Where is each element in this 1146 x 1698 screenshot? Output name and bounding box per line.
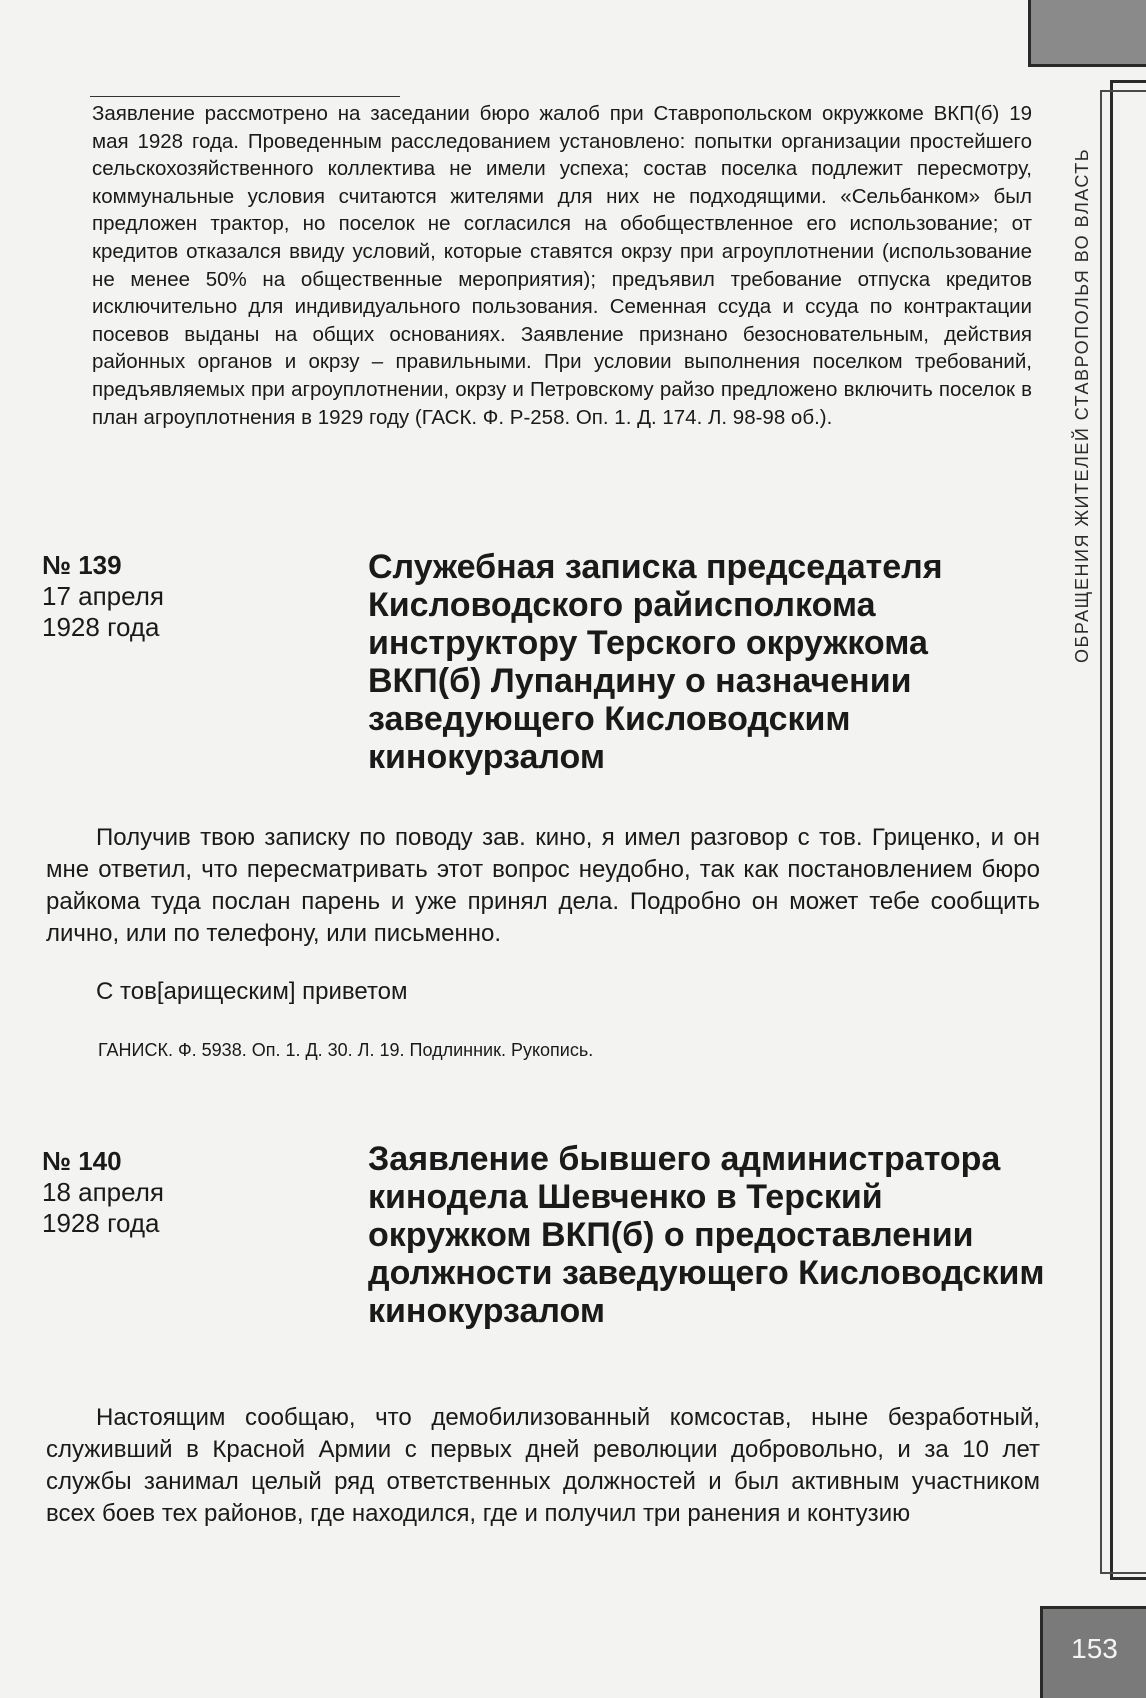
doc-139-body: Получив твою записку по поводу зав. кино, я имел разговор с тов. Гриценко, и он мне ответил, что пересматривать этот вопрос неудобно, так как постановлением бюро райкома туда послан парень и уже принял дела. Подробно он может тебе сообщить лично, или по телефону, или письменно. (46, 824, 1040, 947)
corner-tab-decoration (1028, 0, 1146, 67)
doc-date-line1: 18 апреля (42, 1177, 164, 1207)
doc-140-body: Настоящим сообщаю, что демобилизованный комсостав, ныне безработный, служивший в Красной Армии с первых дней революции добровольно, и за 10 лет службы занимал целый ряд ответственных должностей и был активным участником всех боев тех районов, где находился, где и получил три ранения и контузию (46, 1404, 1040, 1527)
doc-number: № 140 (42, 1146, 122, 1176)
doc-139-salutation: С тов[арищеским] приветом (96, 978, 408, 1005)
doc-139-title: Служебная записка председателя Кисловодского райисполкома инструктору Терского окружкома ВКП(б) Лупандину о назначении заведующего Кисловодским кинокурзалом (368, 548, 943, 776)
doc-date-line2: 1928 года (42, 612, 160, 642)
doc-140-meta (42, 1146, 302, 1239)
doc-139-meta (42, 550, 302, 643)
doc-140-title: Заявление бывшего администратора кинодела Шевченко в Терский окружком ВКП(б) о предоставлении должности заведующего Кисловодским кинокурзалом (368, 1140, 1045, 1330)
side-frame-inner (1100, 90, 1146, 1574)
doc-139-source: ГАНИСК. Ф. 5938. Оп. 1. Д. 30. Л. 19. Подлинник. Рукопись. (98, 1040, 594, 1060)
running-head-text: ОБРАЩЕНИЯ ЖИТЕЛЕЙ СТАВРОПОЛЬЯ ВО ВЛАСТЬ (1072, 147, 1092, 663)
footnote: Заявление рассмотрено на заседании бюро жалоб при Ставропольском окружкоме ВКП(б) 19 мая 1928 года. Проведенным расследованием установлено: попытки организации простейшего сельскохозяйственного коллектива не имели успеха; состав поселка подлежит пересмотру, коммунальные условия считаются жителями для них не подходящими. «Сельбанком» был предложен трактор, но поселок не согласился на обобществленное его использование; от кредитов отказался ввиду условий, которые ставятся окрзу при агроуплотнении (использование не менее 50% на общественные мероприятия); предъявил требование отпуска кредитов исключительно для индивидуального пользования. Семенная ссуда и ссуда по контрактации посевов выданы на общих основаниях. Заявление признано безосновательным, действия районных органов и окрзу – правильными. При условии выполнения поселком требований, предъявляемых при агроуплотнении, окрзу и Петровскому райзо предложено включить поселок в план агроуплотнения в 1929 году (ГАСК. Ф. Р-258. Оп. 1. Д. 174. Л. 98-98 об.). (92, 102, 1032, 429)
footnote-rule (90, 96, 400, 97)
page-number: 153 (1040, 1606, 1146, 1698)
doc-date-line2: 1928 года (42, 1208, 160, 1238)
doc-number: № 139 (42, 550, 122, 580)
doc-date-line1: 17 апреля (42, 581, 164, 611)
